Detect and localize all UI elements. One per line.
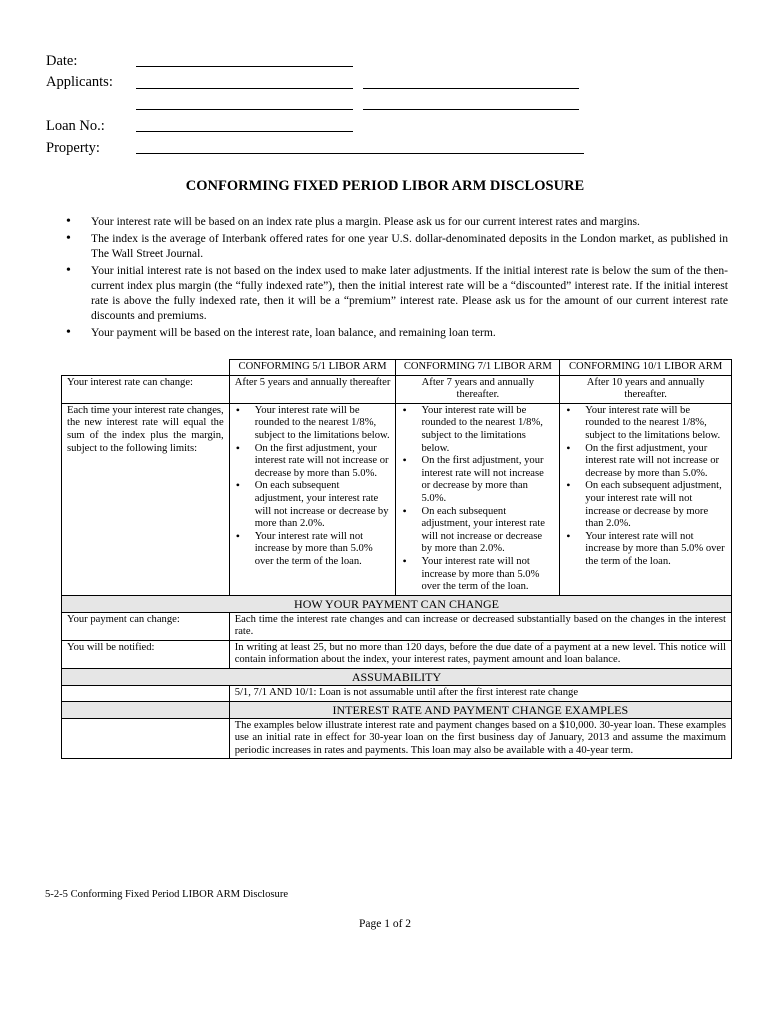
examples-empty-cell	[62, 718, 230, 759]
table-row	[62, 375, 732, 403]
rate-change-label: Your interest rate can change:	[62, 375, 230, 403]
header-empty-cell	[62, 360, 230, 376]
table-row	[62, 718, 732, 759]
column-header-5-1: CONFORMING 5/1 LIBOR ARM	[229, 360, 396, 376]
section-row	[62, 701, 732, 718]
rate-change-10-1: After 10 years and annually thereafter.	[560, 375, 732, 403]
limit-item: • On the first adjustment, your interest rate will not increase or decrease by more than 5.0%.	[565, 443, 726, 481]
limit-item: • On the first adjustment, your interest rate will not increase or decrease by more than 5.0%.	[401, 455, 554, 505]
applicant-4-field[interactable]	[363, 109, 579, 110]
table-row	[62, 686, 732, 702]
rate-change-7-1: After 7 years and annually thereafter.	[396, 375, 560, 403]
section-row	[62, 595, 732, 612]
limit-item: • Your interest rate will not increase by more than 5.0% over the term of the loan.	[235, 531, 391, 569]
limit-item: • Your interest rate will not increase by more than 5.0% over the term of the loan.	[565, 531, 726, 569]
examples-section-heading: INTEREST RATE AND PAYMENT CHANGE EXAMPLES	[229, 701, 731, 718]
limits-5-1	[229, 403, 396, 595]
page-number: Page 1 of 2	[358, 918, 412, 930]
loan-no-label: Loan No.:	[46, 118, 105, 134]
intro-bullet: • The index is the average of Interbank offered rates for one year U.S. dollar-denominated deposits in the London market, as published in The Wall Street Journal.	[64, 231, 728, 261]
date-label: Date:	[46, 53, 78, 69]
payment-change-value: Each time the interest rate changes and can increase or decreased substantially based on the changes in the interest rate.	[229, 612, 731, 640]
examples-empty-heading-cell	[62, 701, 230, 718]
limit-item: • Your interest rate will not increase by more than 5.0% over the term of the loan.	[401, 556, 554, 594]
intro-bullet: • Your interest rate will be based on an index rate plus a margin. Please ask us for our current interest rates and margins.	[64, 214, 728, 229]
intro-bullet: • Your initial interest rate is not based on the index used to make later adjustments. If the initial interest rate is below the sum of the then-current index plus margin (the “fully indexed rate”), then the initial interest rate will be a “discounted” interest rate. If the initial interest rate is above the fully indexed rate, then it will be a “premium” interest rate. Please ask us for the amount of our current interest rate discounts and premiums.	[64, 263, 728, 323]
limit-item: • On each subsequent adjustment, your interest rate will not increase or decrease by more than 2.0%.	[401, 506, 554, 556]
limits-7-1	[396, 403, 560, 595]
loan-no-field[interactable]	[136, 131, 353, 132]
limit-item: • Your interest rate will be rounded to the nearest 1/8%, subject to the limitations below.	[235, 405, 391, 443]
intro-bullet: • Your payment will be based on the interest rate, loan balance, and remaining loan term.	[64, 325, 728, 340]
arm-disclosure-table	[61, 359, 732, 759]
assumability-empty-cell	[62, 686, 230, 702]
applicant-2-field[interactable]	[363, 88, 579, 89]
assumability-section-heading: ASSUMABILITY	[62, 669, 732, 686]
date-field[interactable]	[136, 66, 353, 67]
section-row	[62, 669, 732, 686]
notified-value: In writing at least 25, but no more than 120 days, before the due date of a payment at a new level. This notice will contain information about the index, your interest rates, payment amount and loan balance.	[229, 640, 731, 668]
table-row	[62, 612, 732, 640]
table-row	[62, 640, 732, 668]
property-label: Property:	[46, 140, 100, 156]
applicants-label: Applicants:	[46, 74, 113, 90]
applicant-1-field[interactable]	[136, 88, 353, 89]
examples-value: The examples below illustrate interest rate and payment changes based on a $10,000. 30-year loan. These examples use an initial rate in effect for 30-year loan on the first business day of January, 2013 and assume the maximum periodic increases in rates and payments. This loan may also be available with a 40-year term.	[229, 718, 731, 759]
limit-item: • Your interest rate will be rounded to the nearest 1/8%, subject to the limitations below.	[401, 405, 554, 455]
footer-text: 5-2-5 Conforming Fixed Period LIBOR ARM Disclosure	[45, 889, 289, 900]
column-header-7-1: CONFORMING 7/1 LIBOR ARM	[396, 360, 560, 376]
limit-item: • On each subsequent adjustment, your interest rate will not increase or decrease by more than 2.0%.	[565, 480, 726, 530]
table-row	[62, 403, 732, 595]
limit-item: • On each subsequent adjustment, your interest rate will not increase or decrease by more than 2.0%.	[235, 480, 391, 530]
limits-label: Each time your interest rate changes, the new interest rate will equal the sum of the index plus the margin, subject to the following limits:	[62, 403, 230, 595]
assumability-value: 5/1, 7/1 AND 10/1: Loan is not assumable until after the first interest rate change	[229, 686, 731, 702]
applicant-3-field[interactable]	[136, 109, 353, 110]
property-field[interactable]	[136, 153, 584, 154]
notified-label: You will be notified:	[62, 640, 230, 668]
table-header-row	[62, 360, 732, 376]
payment-section-heading: HOW YOUR PAYMENT CAN CHANGE	[62, 595, 732, 612]
rate-change-5-1: After 5 years and annually thereafter	[229, 375, 396, 403]
document-title: CONFORMING FIXED PERIOD LIBOR ARM DISCLOSURE	[185, 178, 585, 194]
limit-item: • On the first adjustment, your interest rate will not increase or decrease by more than 5.0%.	[235, 443, 391, 481]
column-header-10-1: CONFORMING 10/1 LIBOR ARM	[560, 360, 732, 376]
intro-bullet-list	[64, 214, 728, 342]
limit-item: • Your interest rate will be rounded to the nearest 1/8%, subject to the limitations below.	[565, 405, 726, 443]
payment-change-label: Your payment can change:	[62, 612, 230, 640]
limits-10-1	[560, 403, 732, 595]
